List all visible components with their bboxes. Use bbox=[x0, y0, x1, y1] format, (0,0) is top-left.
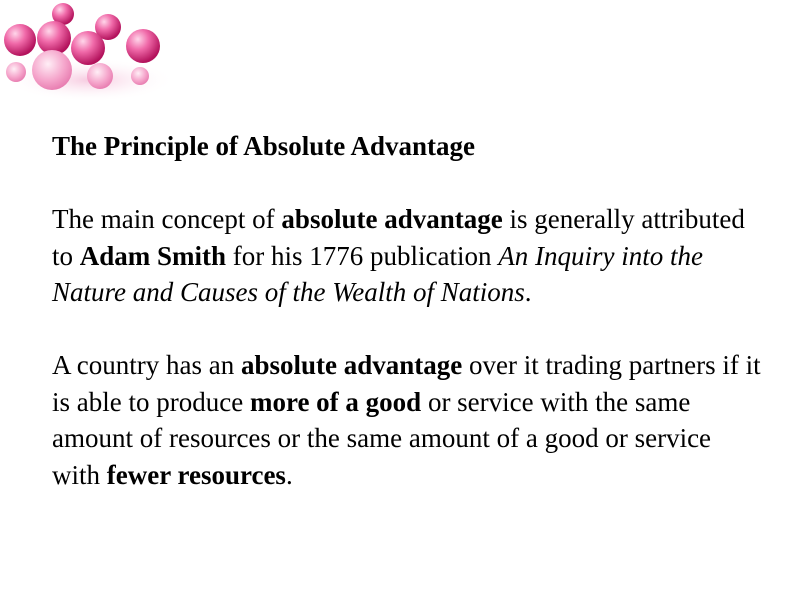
text: or service with the same amount of resources or the same amount of a good or service with bbox=[52, 386, 712, 490]
bead bbox=[6, 62, 26, 82]
bead bbox=[32, 50, 72, 90]
text: The main concept of bbox=[52, 204, 282, 234]
bead bbox=[131, 67, 149, 85]
emphasis-more-of-a-good: more of a good bbox=[249, 386, 422, 417]
paragraph-definition bbox=[52, 347, 762, 493]
bead bbox=[71, 31, 105, 65]
pink-beads-icon bbox=[0, 0, 190, 110]
text: . bbox=[285, 459, 293, 490]
emphasis-fewer-resources: fewer resources bbox=[106, 459, 286, 490]
paragraph-adam-smith bbox=[52, 201, 762, 311]
bead bbox=[4, 24, 36, 56]
text: is generally attributed to bbox=[52, 204, 745, 271]
text: . bbox=[524, 277, 532, 307]
bead bbox=[87, 63, 113, 89]
slide-body bbox=[52, 128, 762, 493]
text: A country has an bbox=[52, 350, 241, 380]
spacer bbox=[52, 311, 762, 348]
text: over it trading partners if it is able to produce bbox=[52, 350, 761, 417]
spacer bbox=[52, 165, 762, 202]
emphasis-absolute-advantage: absolute advantage bbox=[240, 350, 463, 380]
bead bbox=[37, 21, 71, 55]
bead bbox=[126, 29, 160, 63]
slide-title: The Principle of Absolute Advantage bbox=[52, 131, 476, 161]
book-title: An Inquiry into the Nature and Causes of the Wealth of Nations bbox=[52, 240, 703, 307]
text: for his 1776 publication bbox=[226, 240, 499, 271]
emphasis-adam-smith: Adam Smith bbox=[79, 240, 227, 271]
emphasis-absolute-advantage: absolute advantage bbox=[281, 204, 503, 234]
